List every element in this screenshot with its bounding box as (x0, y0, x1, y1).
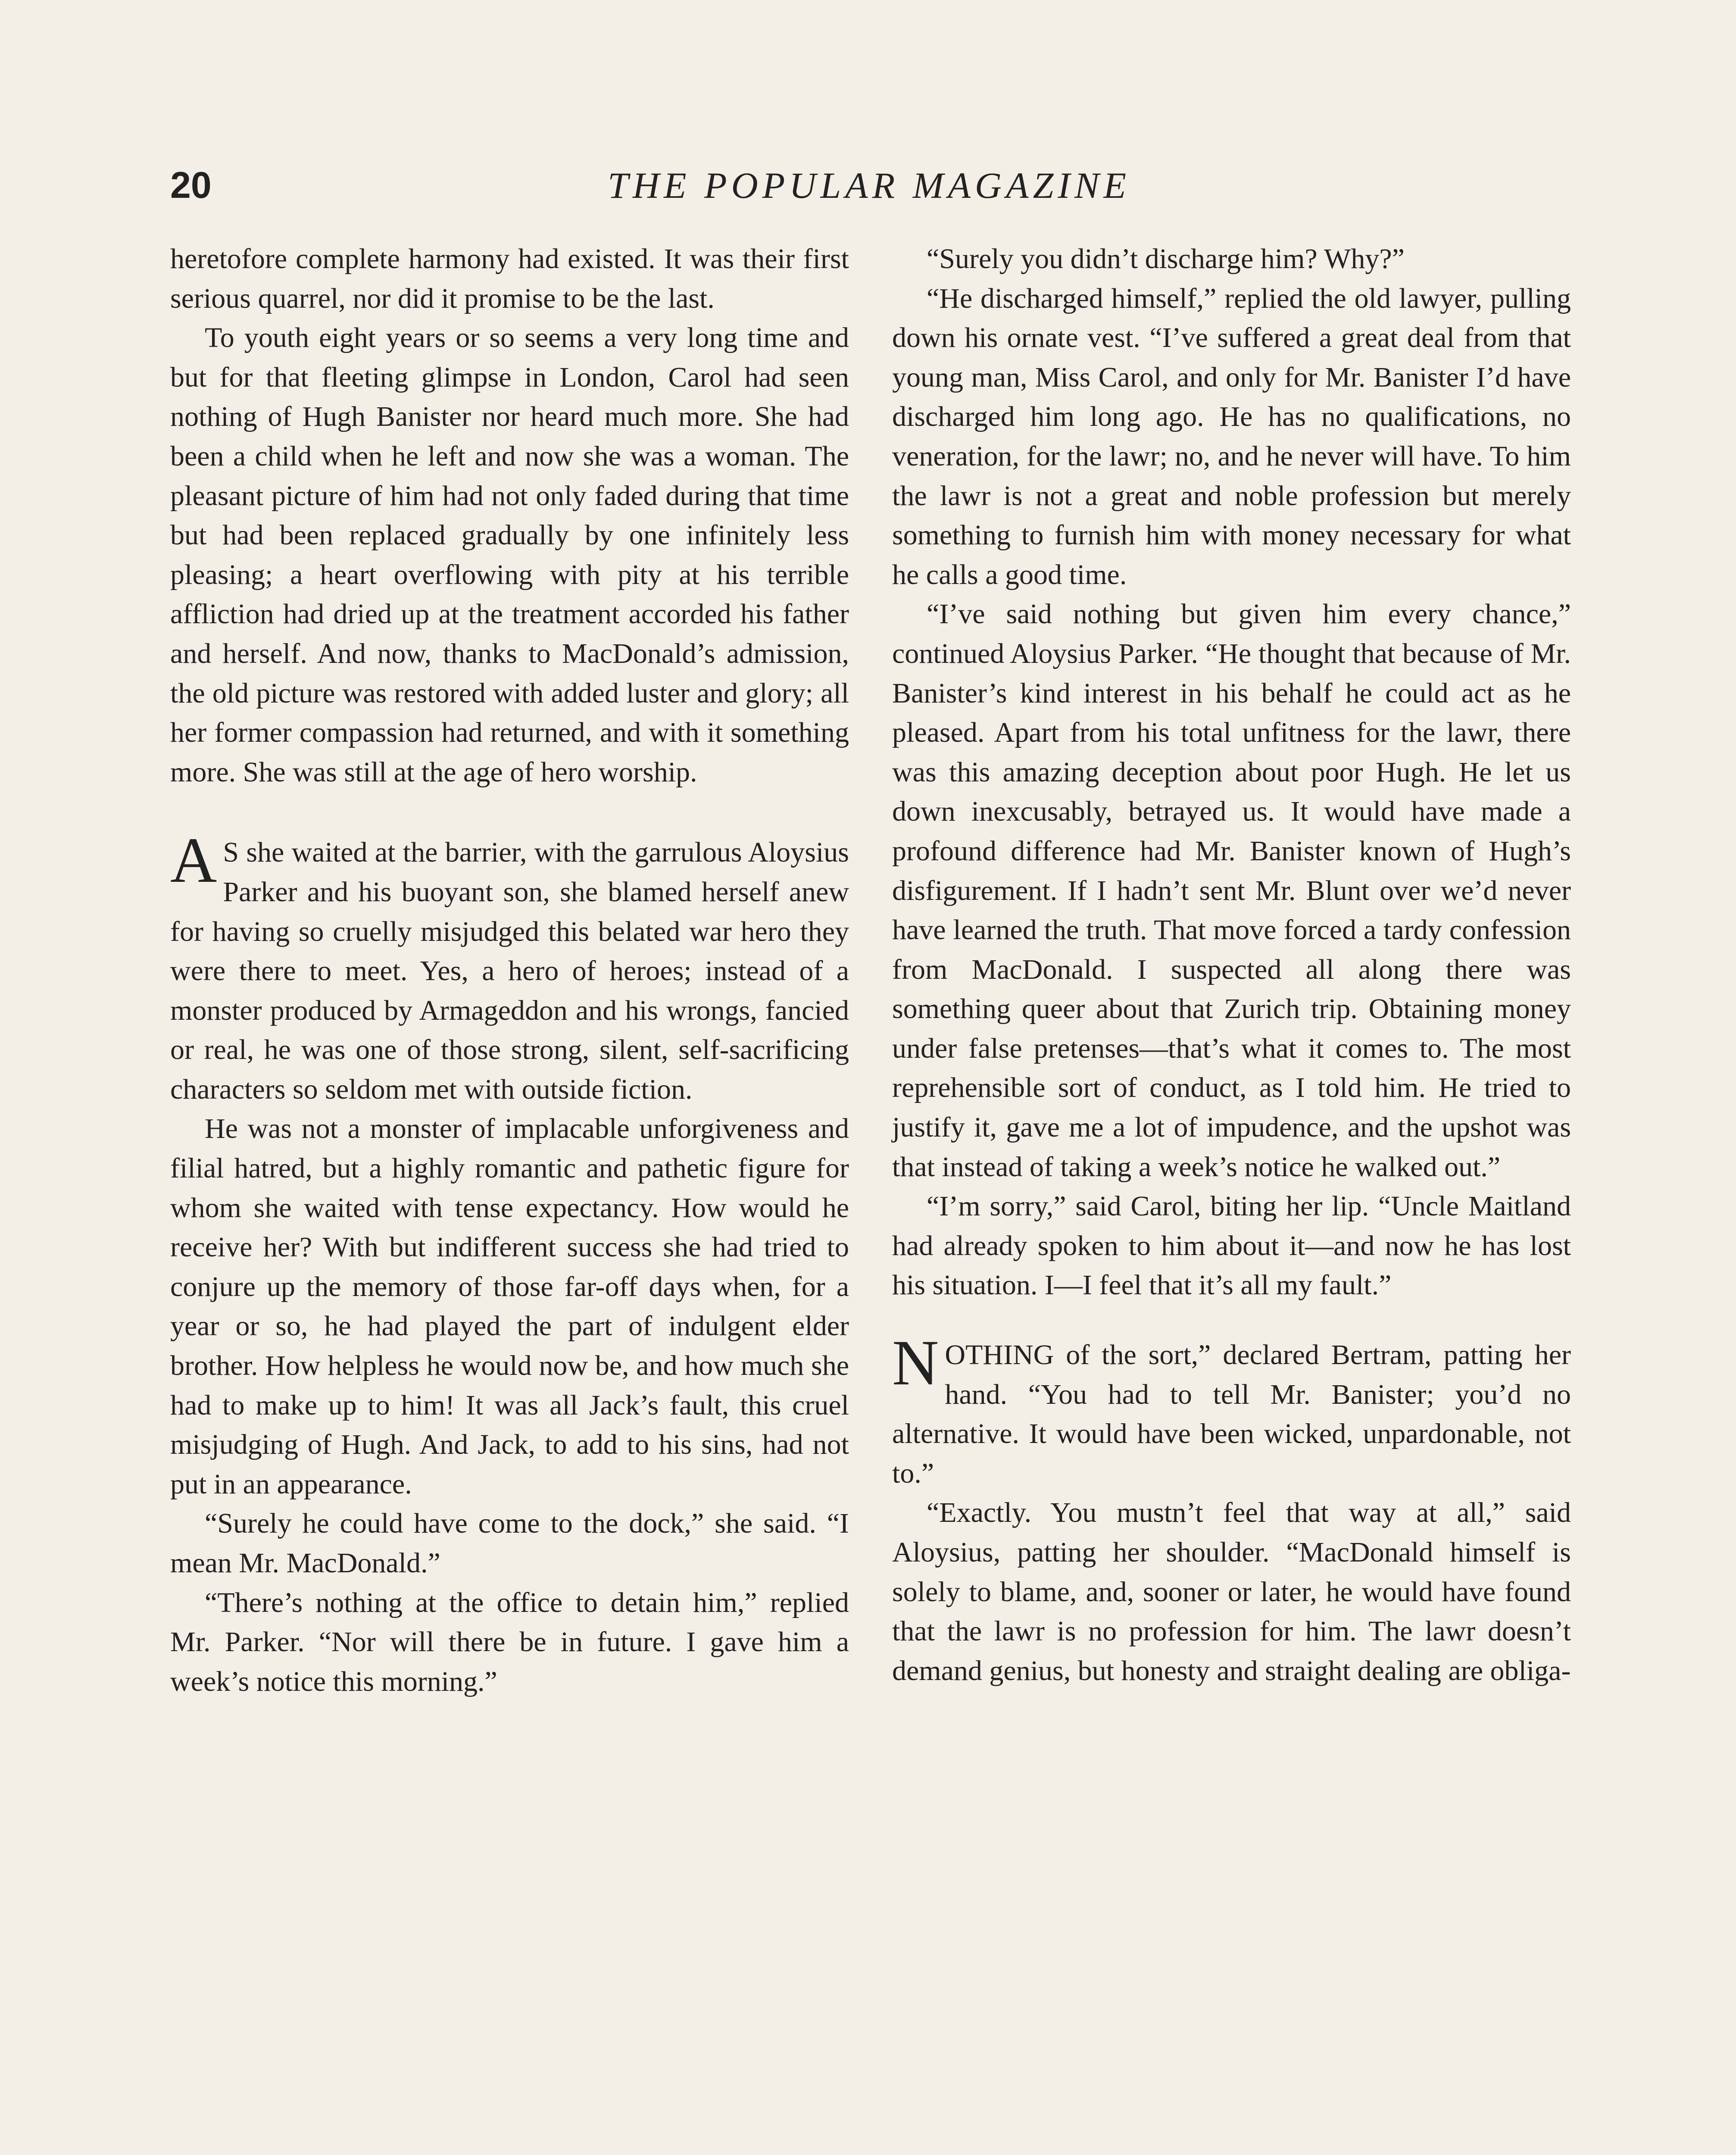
paragraph-with-dropcap (892, 1327, 1571, 1493)
right-column (892, 239, 1571, 1690)
paragraph: He was not a monster of implacable unforgiveness and filial hatred, but a highly romantic and pathetic figure for whom she waited with tense expectancy. How would he receive her? With but indifferent success she had tried to conjure up the memory of those far-off days when, for a year or so, he had played the part of indulgent elder brother. How helpless he would now be, and how much she had to make up to him! It was all Jack’s fault, this cruel misjudging of Hugh. And Jack, to add to his sins, had not put in an appearance. (170, 1113, 849, 1500)
page-header (170, 162, 1568, 218)
paragraph: “There’s nothing at the office to detain him,” replied Mr. Parker. “Nor will there be in future. I gave him a week’s notice this morning.” (170, 1587, 849, 1697)
paragraph: “Exactly. You mustn’t feel that way at all,” said Aloysius, patting her shoulder. “MacDonald himself is solely to blame, and, sooner or later, he would have found that the lawr is no profession for him. The lawr doesn’t demand genius, but honesty and straight dealing are obliga- (892, 1497, 1571, 1687)
paragraph: “He discharged himself,” replied the old lawyer, pulling down his ornate vest. “I’ve suffered a great deal from that young man, Miss Carol, and only for Mr. Banister I’d have discharged him long ago. He has no qualifications, no veneration, for the lawr; no, and he never will have. To him the lawr is not a great and noble profession but merely something to furnish him with money necessary for what he calls a good time. (892, 282, 1571, 590)
running-title: THE POPULAR MAGAZINE (608, 165, 1130, 206)
paragraph: “I’ve said nothing but given him every chance,” continued Aloysius Parker. “He thought that because of Mr. Banister’s kind interest in his behalf he could act as he pleased. Apart from his total unfitness for the lawr, there was this amazing deception about poor Hugh. He let us down inexcusably, betrayed us. It would have made a profound difference had Mr. Banister known of Hugh’s disfigurement. If I hadn’t sent Mr. Blunt over we’d never have learned the truth. That move forced a tardy confession from MacDonald. I suspected all along there was something queer about that Zurich trip. Obtaining money under false pretenses—that’s what it comes to. The most reprehensible sort of conduct, as I told him. He tried to justify it, gave me a lot of impudence, and the upshot was that instead of taking a week’s notice he walked out.” (892, 598, 1571, 1183)
paragraph-text: S she waited at the barrier, with the garrulous Aloysius Parker and his buoyant son, she blamed herself anew for having so cruelly misjudged this belated war hero they were there to meet. Yes, a hero of heroes; instead of a monster produced by Armageddon and his wrongs, fancied or real, he was one of those strong, silent, self-sacrificing characters so seldom met with outside fiction. (170, 837, 849, 1105)
section-break (170, 792, 849, 833)
section-break (892, 1305, 1571, 1335)
left-column (170, 239, 849, 1701)
paragraph: heretofore complete harmony had existed. It was their first serious quarrel, nor did it promise to be the last. (170, 243, 849, 314)
paragraph: “Surely you didn’t discharge him? Why?” (927, 243, 1405, 275)
paragraph-text: OTHING of the sort,” declared Bertram, patting her hand. “You had to tell Mr. Banister; you’d no alternative. It would have been wicked, unpardonable, not to.” (892, 1339, 1571, 1489)
drop-cap: A (170, 825, 217, 896)
paragraph: To youth eight years or so seems a very long time and but for that fleeting glimpse in London, Carol had seen nothing of Hugh Banister nor heard much more. She had been a child when he left and now she was a woman. The pleasant picture of him had not only faded during that time but had been replaced gradually by one infinitely less pleasing; a heart overflowing with pity at his terrible affliction had dried up at the treatment accorded his father and herself. And now, thanks to MacDonald’s admission, the old picture was restored with added luster and glory; all her former compassion had returned, and with it something more. She was still at the age of hero worship. (170, 322, 849, 788)
paragraph: “I’m sorry,” said Carol, biting her lip. “Uncle Maitland had already spoken to him about it—and now he has lost his situation. I—I feel that it’s all my fault.” (892, 1190, 1571, 1301)
paragraph-with-dropcap (170, 825, 849, 1109)
paragraph: “Surely he could have come to the dock,” she said. “I mean Mr. MacDonald.” (170, 1508, 849, 1579)
drop-cap: N (892, 1327, 939, 1399)
page-number: 20 (170, 165, 212, 206)
